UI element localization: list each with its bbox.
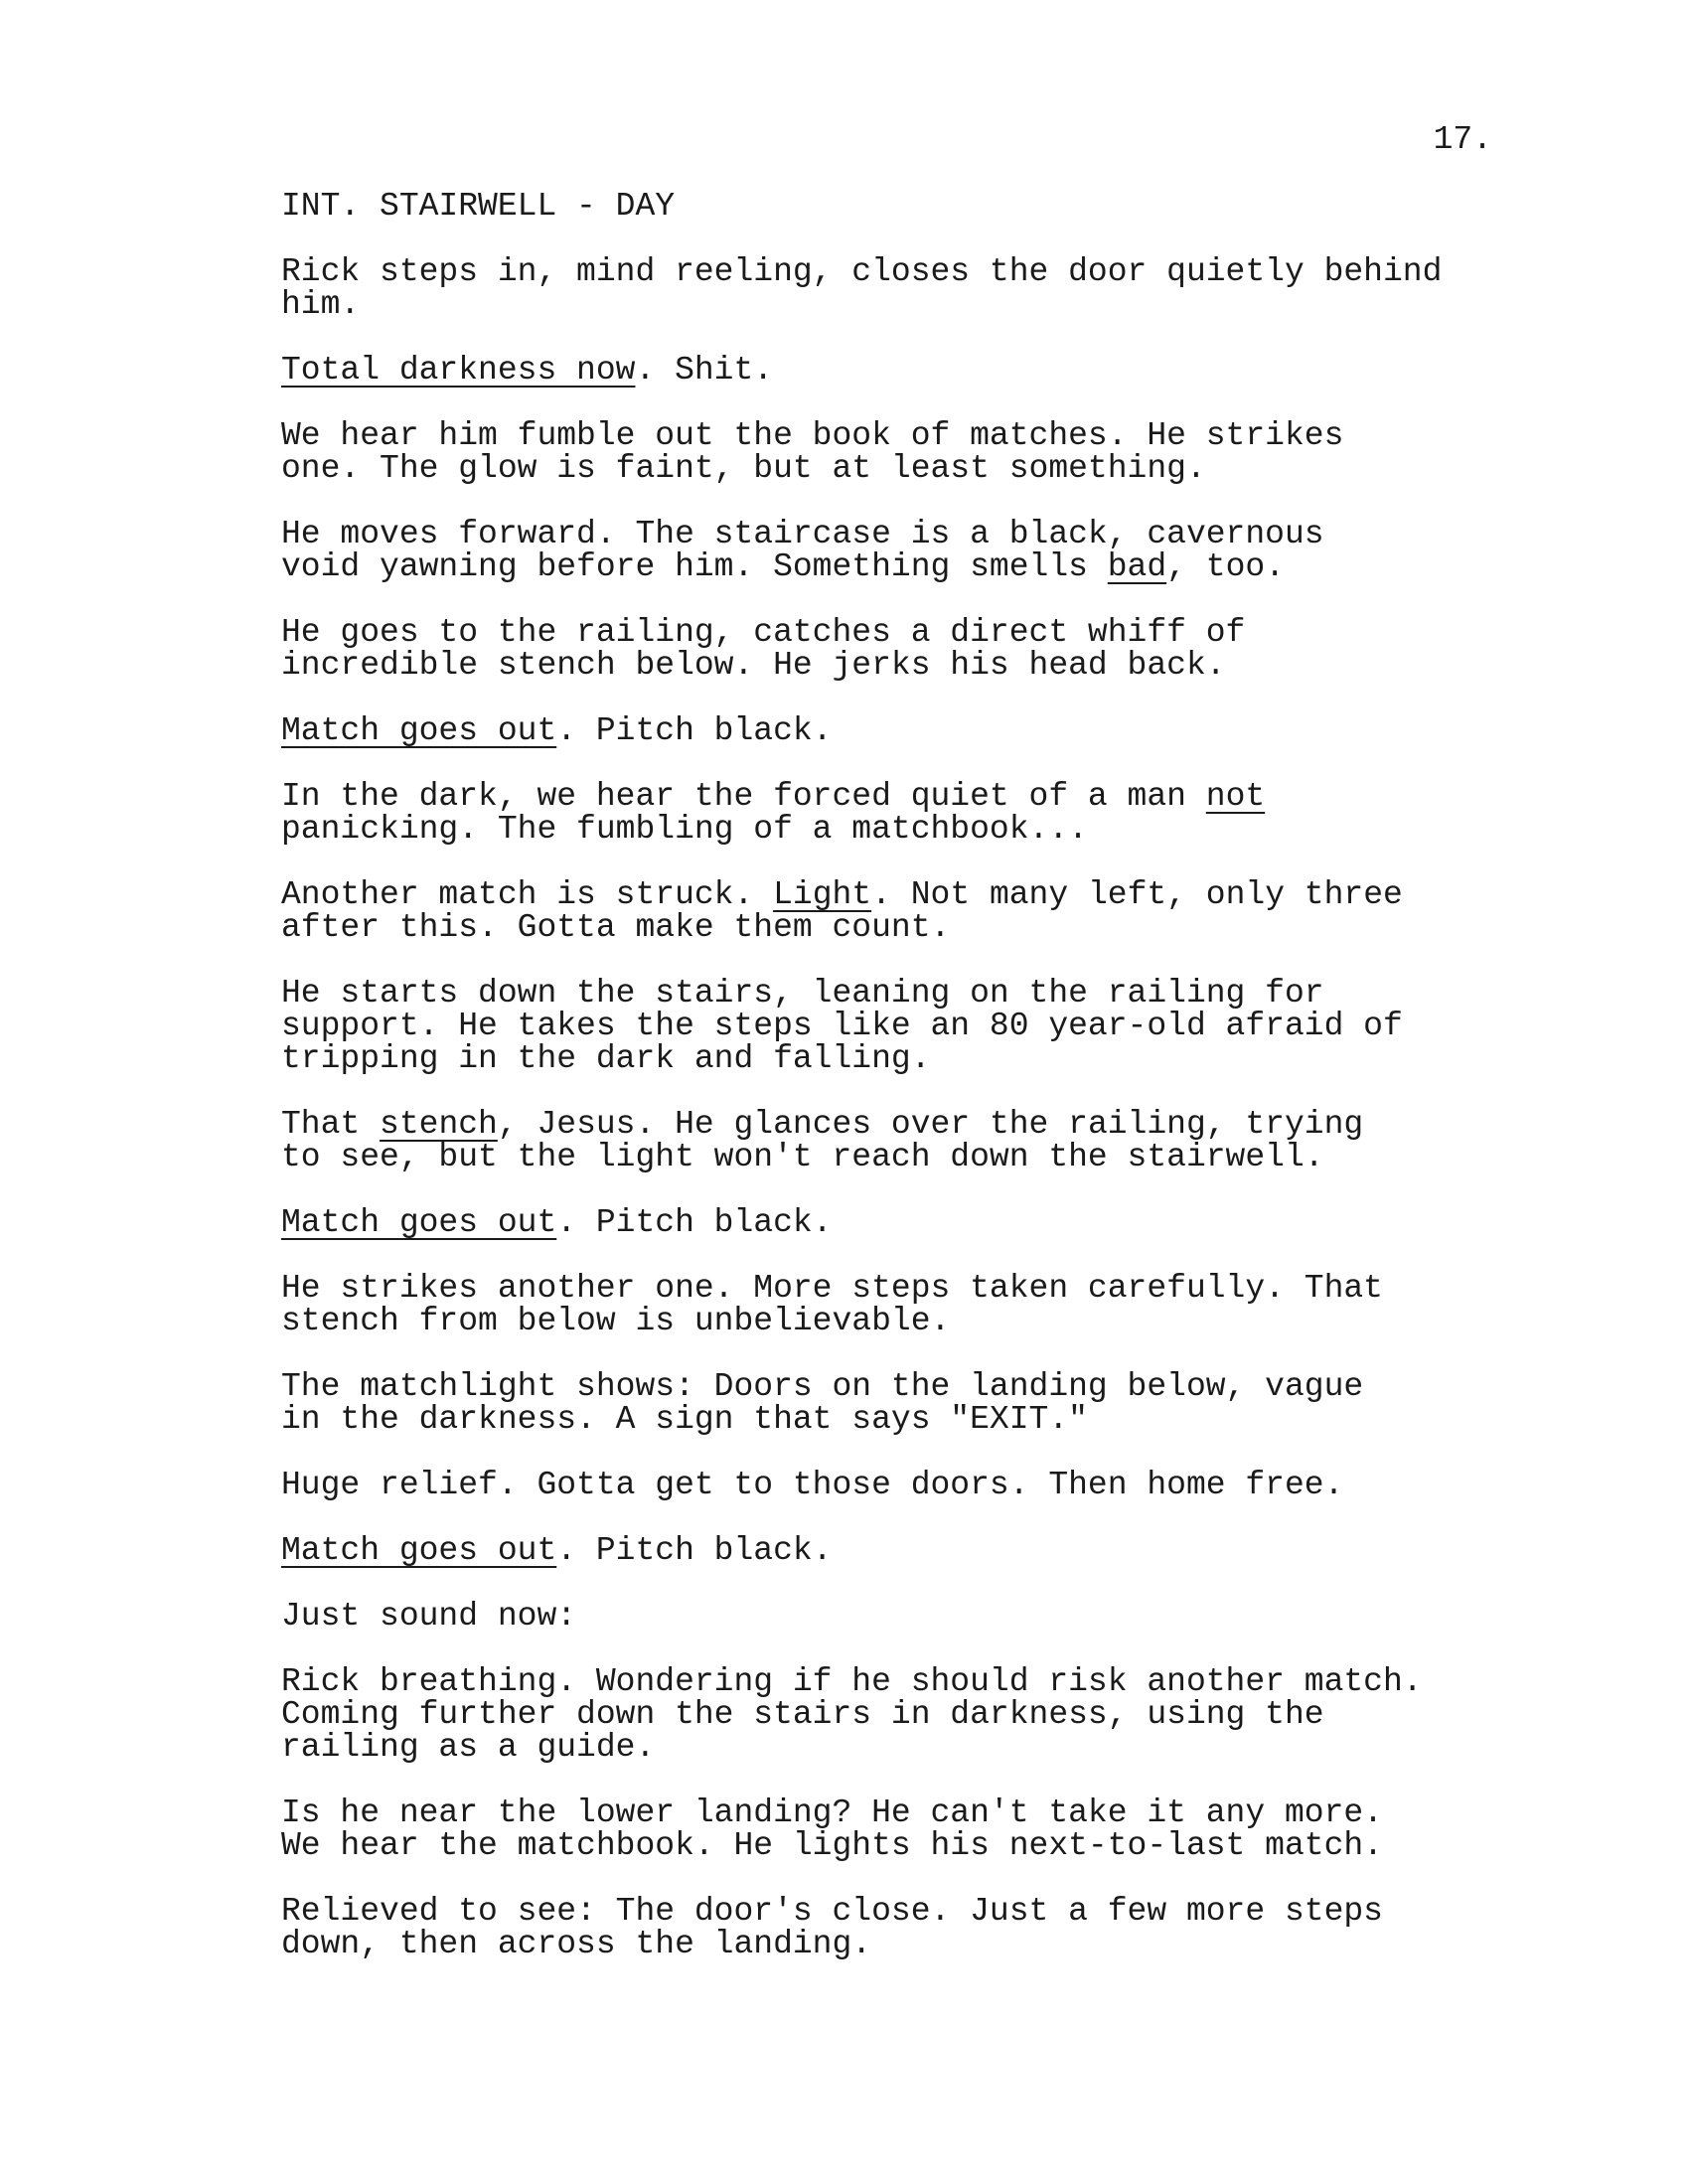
action-text: He goes to the railing, catches a direct whiff of incredible stench below. He jerks his head back. xyxy=(281,614,1246,684)
action-text: . Pitch black. xyxy=(556,1204,833,1241)
action-text: That xyxy=(281,1106,381,1143)
action-text: The matchlight shows: Doors on the landing below, vague in the darkness. A sign that says "EXIT." xyxy=(281,1368,1364,1438)
action-text: panicking. The fumbling of a matchbook... xyxy=(281,811,1088,848)
underlined-text: Match goes out xyxy=(281,1532,557,1569)
underlined-text: not xyxy=(1205,778,1266,815)
action-text: . Shit. xyxy=(635,352,774,389)
action-paragraph xyxy=(281,780,1513,846)
action-text: , too. xyxy=(1166,548,1285,585)
action-text: He strikes another one. More steps taken carefully. That stench from below is unbelievable. xyxy=(281,1270,1383,1339)
action-text: Rick steps in, mind reeling, closes the door quietly behind him. xyxy=(281,253,1443,323)
underlined-text: Light xyxy=(773,876,872,913)
action-paragraph xyxy=(281,1206,1513,1239)
underlined-text: Match goes out xyxy=(281,712,557,749)
action-text: Relieved to see: The door's close. Just a few more steps down, then across the landing. xyxy=(281,1893,1383,1962)
scene-heading: INT. STAIRWELL - DAY xyxy=(281,188,676,225)
action-paragraph xyxy=(281,1108,1513,1173)
action-paragraph xyxy=(281,977,1513,1075)
action-paragraph xyxy=(281,616,1513,682)
action-paragraph xyxy=(281,1665,1513,1764)
action-text: He moves forward. The staircase is a black, cavernous void yawning before him. Something smells xyxy=(281,516,1324,585)
action-text: Rick breathing. Wondering if he should risk another match. Coming further down the stairs in darkness, using the railing as a guide. xyxy=(281,1663,1423,1766)
action-paragraph xyxy=(281,1469,1513,1501)
action-text: We hear him fumble out the book of matches. He strikes one. The glow is faint, but at least something. xyxy=(281,417,1344,487)
action-text: Another match is struck. xyxy=(281,876,774,913)
action-paragraph xyxy=(281,1600,1513,1633)
action-paragraph xyxy=(281,878,1513,944)
action-paragraph xyxy=(281,518,1513,583)
underlined-text: Match goes out xyxy=(281,1204,557,1241)
action-text: Just sound now: xyxy=(281,1598,577,1635)
underlined-text: stench xyxy=(380,1106,498,1143)
action-text: . Pitch black. xyxy=(556,1532,833,1569)
action-paragraph xyxy=(281,255,1513,321)
page-number: 17. xyxy=(1433,121,1492,158)
action-paragraphs xyxy=(281,255,1513,1960)
action-paragraph xyxy=(281,1895,1513,1960)
underlined-text: bad xyxy=(1107,548,1167,585)
action-text: . Pitch black. xyxy=(556,712,833,749)
action-paragraph xyxy=(281,354,1513,387)
action-paragraph xyxy=(281,714,1513,747)
action-paragraph xyxy=(281,1370,1513,1436)
script-body xyxy=(281,190,1513,1993)
action-text: . Not many left, only three after this. Gotta make them count. xyxy=(281,876,1403,946)
action-text: , Jesus. He glances over the railing, trying to see, but the light won't reach down the stairwell. xyxy=(281,1106,1364,1175)
action-text: Huge relief. Gotta get to those doors. Then home free. xyxy=(281,1467,1344,1503)
action-paragraph xyxy=(281,1272,1513,1337)
action-paragraph xyxy=(281,1534,1513,1567)
action-text: In the dark, we hear the forced quiet of a man xyxy=(281,778,1206,815)
action-text: Is he near the lower landing? He can't take it any more. We hear the matchbook. He lights his next-to-last match. xyxy=(281,1794,1383,1864)
underlined-text: Total darkness now xyxy=(281,352,636,389)
action-paragraph xyxy=(281,419,1513,485)
action-text: He starts down the stairs, leaning on the railing for support. He takes the steps like an 80 year-old afraid of tripping in the dark and falling. xyxy=(281,975,1403,1077)
action-paragraph xyxy=(281,1796,1513,1862)
